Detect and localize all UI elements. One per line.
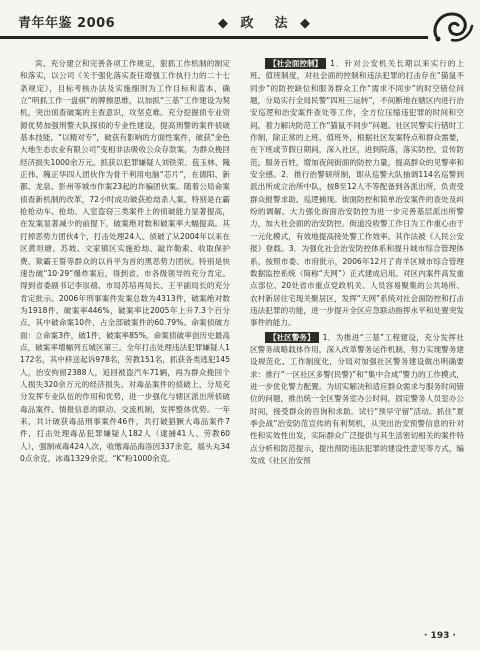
body-paragraph: 宾、充分建立和完善各项工作规定，狠抓工作机制的制定和落实，以公司《关于强化落实查任增强工作执行力的二十七条规定》，目标考核办法及实施细则为工作目标和蓝本，确立“明抓工作一盘棋”的牌擦思维，以加抓“三基”工作建设为契机，突出侦查破案的主查意识，攻坚克难。充分挖掘侦专业资源优势加强刑警大队探侦的专业性建设，提高刑警的案件侦破基本技能，“以精对专”，破获有影响的方面性案件，破获“金色大地生态农业有限公司”变相非法吸收公众存款案，为群众挽回经济损失1000余万元。抓获以犯罪嫌疑人刘铁荣、苞玉林、隗正伟、隗正华四人团伙作为骨干利用电脑“芯片”，在德阳、新都、龙泉、彭州等城市作案23起的诈骗团伙案。随着公局命案侦查新机制的改革，72小时成功破获抢劫杀人案、特别是在霸抢抢动车、抢劫、入室盗窃三类案件上的侦破能力显著提高，在发案显著减少的前提下，破案绝对数和破案率大幅提高。其打掉恶势力团伙4个，打击处理24人。侦破了从2004年以来在区黄坦塘、苏坡、文家镇区实施抢劫、敲诈勒索、收取保护费，欺霸王誓等群众的以肖平为首的黑恶势力团伙。特别是快速告破“10·29”爆炸案后，得到省、市各级领导的充分肯定。得到省委副书记李崇禧、市局苏培再局长、王平副局长的充分肯定批示。2006年刑事案件发案总数为4313件，破案绝对数为1918件，破案率446%，破案率比2005年上升7.3个百分点，其中破命案10件，占全部破案件的60.79%。命案侦破方面：立命案3件，破1件，破案率85%，命案侦破率创历史最高点，破案率增幅列五城区第三。全年打击处理违法犯罪嫌疑人1172名，其中移送起诉978名，劳教151名，抓获各类逃犯145人，治安拘留2388人，追回被盗汽车71辆，再为群众挽回个人损失320余万元的经济损失。对毒品案件的侦破上，分局充分发挥专业队伍的作用和优势，进一步强化与辖区派出所侦破毒品案件、情报信息的联动、交流机制，发挥整体优势。一年来，共计破获毒品刑事案件46件，共打破猖獗大毒品案件7件，打击处理毒品犯罪嫌疑人182人（逮捕41人、劳教60人），强制戒毒424人次，收缴毒品海洛因337余克，摇头丸340点余克，冰毒1329余克，“K”粉1000余克。 <box>20 59 230 463</box>
article-block-social-control <box>250 58 464 330</box>
section-tag: 【社区警务】 <box>265 332 319 343</box>
left-column <box>20 58 230 465</box>
section-tag: 【社会面控制】 <box>265 58 326 69</box>
swirl-ornament-icon <box>430 6 474 46</box>
section-title: ◆ 政 法 ◆ <box>218 16 315 31</box>
page-header <box>0 0 480 52</box>
page-number: · 193 · <box>424 631 456 641</box>
yearbook-title: 青年年鉴 2006 <box>18 16 116 31</box>
block-text: 1．针对公安机关长期以来实行的上班、值班制度，对社会面的控制和违法犯罪的打击存在“猫鼠不同步”的防控缺位和服务群众工作“需求不同步”的时空错位问题，分局实行全局民警“四班三运转”，不间断地在辖区内进行治安巡逻和治安案件查处等工作，全方位压缩违犯罪的时间和空间，着力解决防范工作“猫鼠不同步”问题。社区民警实行错时工作制，除正常的上班、值班外，根据社区发案特点和群众需要，在下班或节假日期间，深入社区，进到院落，落实防控，宣传防范，服务百姓，增加夜间街面的防控力量，提高群众的见警率和安全感。2．推行治警研所制，即从巡警大队抽调114名巡警到派出所成立治所中队，按8至12人不等配备到各派出所，负责受群众报警求助、巡逻捕现。街面防控和简单治安案件的查处及纠纷的调解。大力强化街面治安防控为进一步完善基层派出所警力，加大社会面的治安防控。街道没收警工作日为工作重心由于一元化模式，有效地提高接处警工作效率。其作法被《人民公安报》登载。3．为强化社会治安防控体系和提升城市综合管理体系，按照市委、市府批示，2006年12月了青羊区城市综合管理数据监控系统（简称“天网”）正式建成启用。对区内案件高发重点部位、20处省市重点党政机关、人员容易聚集的公共场所、农村新居住宅现关聚居区，发挥“天网”系统对社会面防控和打击违法犯罪的功能，进一步提升全区应急联动指挥水平和处置突发事件的能力。 <box>250 59 464 328</box>
right-column <box>250 58 464 469</box>
block-text: 1．为推进“三基”工程建设，充分发挥社区警务战略载体作用，深入改革警务运作机制，努力实现警务建设规范化、工作制度化，分局对加强社区警务建设做出明确要求：推行“一区社区多警(民警)”和“集中合成”警力的工作模式，进一步优化警力配置。为切实解决和适应群众需求与服务时间错位的问题，推出统一全区警务室办公时间，固定警务人员室办公时间，接受群众的咨询和求助。试行“预早守留”活动。抓住“夏季会战”治安防范宣传的有利契机，从突出治安预警信息的针对性和实效性出发，实际群众广泛提供与其生活密切相关的案件特点分析和防范提示，提出预防违法犯罪的建设性意见等方式，编发成《社区治安预 <box>250 332 464 465</box>
article-block-community-policing <box>250 332 464 468</box>
header-rule <box>0 36 428 39</box>
